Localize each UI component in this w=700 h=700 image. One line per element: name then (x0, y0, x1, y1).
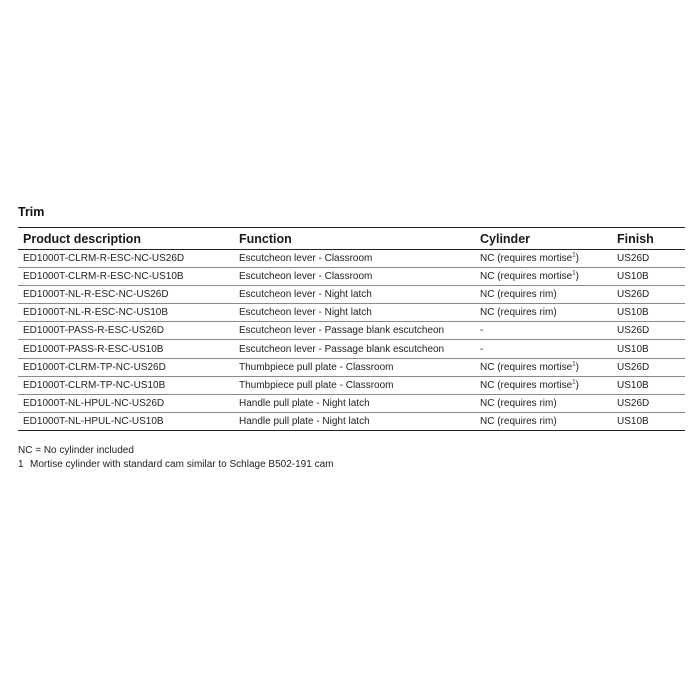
function-cell: Escutcheon lever - Classroom (234, 250, 475, 268)
table-row (18, 304, 685, 322)
cylinder-text: NC (requires rim) (480, 397, 557, 409)
product-cell: ED1000T-CLRM-R-ESC-NC-US10B (18, 268, 234, 286)
table-notes (18, 444, 333, 471)
cylinder-cell (475, 304, 612, 322)
table-row (18, 412, 685, 430)
product-cell: ED1000T-PASS-R-ESC-US10B (18, 340, 234, 358)
table-row (18, 286, 685, 304)
product-cell: ED1000T-NL-R-ESC-NC-US26D (18, 286, 234, 304)
function-cell: Thumbpiece pull plate - Classroom (234, 376, 475, 394)
product-cell: ED1000T-PASS-R-ESC-US26D (18, 322, 234, 340)
function-cell: Escutcheon lever - Passage blank escutcheon (234, 340, 475, 358)
product-cell: ED1000T-NL-HPUL-NC-US10B (18, 412, 234, 430)
header-finish: Finish (612, 228, 685, 250)
table-row (18, 394, 685, 412)
table-row (18, 268, 685, 286)
cylinder-cell (475, 268, 612, 286)
table-body (18, 250, 685, 431)
cylinder-text: NC (requires rim) (480, 307, 557, 319)
finish-cell: US10B (612, 376, 685, 394)
function-cell: Escutcheon lever - Classroom (234, 268, 475, 286)
cylinder-cell (475, 376, 612, 394)
header-product-description: Product description (18, 228, 234, 250)
cylinder-close-paren: ) (575, 271, 579, 283)
cylinder-cell (475, 322, 612, 340)
product-cell: ED1000T-CLRM-R-ESC-NC-US26D (18, 250, 234, 268)
cylinder-close-paren: ) (575, 361, 579, 373)
cylinder-cell (475, 286, 612, 304)
cylinder-text: NC (requires rim) (480, 415, 557, 427)
cylinder-cell (475, 340, 612, 358)
finish-cell: US26D (612, 394, 685, 412)
product-cell: ED1000T-CLRM-TP-NC-US10B (18, 376, 234, 394)
function-cell: Handle pull plate - Night latch (234, 412, 475, 430)
cylinder-cell (475, 412, 612, 430)
cylinder-close-paren: ) (575, 379, 579, 391)
footnote-ref: 1 (572, 379, 576, 386)
table-row (18, 376, 685, 394)
finish-cell: US10B (612, 412, 685, 430)
function-cell: Handle pull plate - Night latch (234, 394, 475, 412)
cylinder-text: - (480, 325, 484, 337)
footnote-ref: 1 (572, 270, 576, 277)
section-title: Trim (18, 205, 45, 219)
cylinder-text: NC (requires rim) (480, 289, 557, 301)
trim-table (18, 227, 685, 431)
nc-definition: NC = No cylinder included (18, 445, 134, 456)
finish-cell: US10B (612, 340, 685, 358)
finish-cell: US10B (612, 268, 685, 286)
cylinder-cell (475, 394, 612, 412)
finish-cell: US10B (612, 304, 685, 322)
footnote-text: Mortise cylinder with standard cam similar to Schlage B502-191 cam (30, 458, 334, 470)
cylinder-cell (475, 250, 612, 268)
finish-cell: US26D (612, 322, 685, 340)
cylinder-text: NC (requires mortise (480, 253, 573, 265)
cylinder-text: NC (requires mortise (480, 271, 573, 283)
function-cell: Escutcheon lever - Night latch (234, 286, 475, 304)
header-function: Function (234, 228, 475, 250)
function-cell: Escutcheon lever - Night latch (234, 304, 475, 322)
finish-cell: US26D (612, 358, 685, 376)
cylinder-text: NC (requires mortise (480, 361, 573, 373)
table-header (18, 228, 685, 250)
header-row (18, 228, 685, 250)
finish-cell: US26D (612, 286, 685, 304)
header-cylinder: Cylinder (475, 228, 612, 250)
table-row (18, 358, 685, 376)
table-row (18, 250, 685, 268)
table-row (18, 340, 685, 358)
footnote-ref: 1 (572, 252, 576, 259)
cylinder-close-paren: ) (575, 253, 579, 265)
footnote-ref: 1 (572, 361, 576, 368)
cylinder-cell (475, 358, 612, 376)
product-cell: ED1000T-NL-R-ESC-NC-US10B (18, 304, 234, 322)
function-cell: Thumbpiece pull plate - Classroom (234, 358, 475, 376)
product-cell: ED1000T-CLRM-TP-NC-US26D (18, 358, 234, 376)
footnote-number: 1 (18, 458, 24, 470)
function-cell: Escutcheon lever - Passage blank escutcheon (234, 322, 475, 340)
table-row (18, 322, 685, 340)
footnote (18, 458, 333, 472)
finish-cell: US26D (612, 250, 685, 268)
cylinder-text: NC (requires mortise (480, 379, 573, 391)
cylinder-text: - (480, 343, 484, 355)
product-cell: ED1000T-NL-HPUL-NC-US26D (18, 394, 234, 412)
